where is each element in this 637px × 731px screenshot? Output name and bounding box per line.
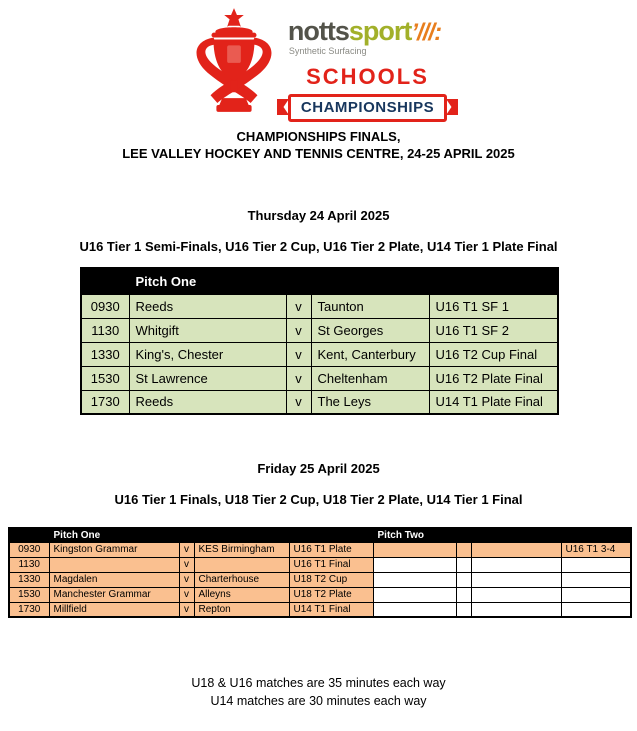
match-duration-notes xyxy=(0,674,637,710)
document-title xyxy=(0,128,637,162)
versus-label: v xyxy=(286,294,311,318)
header-comp-cell xyxy=(289,528,373,542)
pitch1-home-team: Manchester Grammar xyxy=(49,587,179,602)
table-row xyxy=(81,366,558,390)
pitch-one-header: Pitch One xyxy=(49,528,179,542)
pitch2-competition-label xyxy=(561,587,631,602)
table-row xyxy=(9,602,631,617)
home-team: King's, Chester xyxy=(129,342,286,366)
pitch1-competition-label: U14 T1 Final xyxy=(289,602,373,617)
pitch1-competition-label: U18 T2 Cup xyxy=(289,572,373,587)
table-header-row xyxy=(9,528,631,542)
brand-tagline: Synthetic Surfacing xyxy=(288,46,367,56)
versus-label: v xyxy=(179,557,194,572)
header-comp-cell xyxy=(561,528,631,542)
pitch2-competition-label xyxy=(561,572,631,587)
header-away-cell xyxy=(194,528,289,542)
pitch2-away-team xyxy=(471,602,561,617)
match-time: 1530 xyxy=(81,366,129,390)
pitch2-away-team xyxy=(471,557,561,572)
pitch-two-header: Pitch Two xyxy=(373,528,456,542)
home-team: St Lawrence xyxy=(129,366,286,390)
pitch1-away-team: Charterhouse xyxy=(194,572,289,587)
pitch1-home-team: Millfield xyxy=(49,602,179,617)
competition-label: U16 T1 SF 2 xyxy=(429,318,558,342)
away-team: St Georges xyxy=(311,318,429,342)
match-time: 1730 xyxy=(9,602,49,617)
table-row xyxy=(81,294,558,318)
table-row xyxy=(9,572,631,587)
header-time-cell xyxy=(9,528,49,542)
pitch1-away-team: Repton xyxy=(194,602,289,617)
match-time: 1730 xyxy=(81,390,129,414)
away-team: Kent, Canterbury xyxy=(311,342,429,366)
friday-subtitle: U16 Tier 1 Finals, U18 Tier 2 Cup, U18 Tier 2 Plate, U14 Tier 1 Final xyxy=(114,492,523,507)
pitch1-home-team: Kingston Grammar xyxy=(49,542,179,557)
match-time: 0930 xyxy=(81,294,129,318)
header-vs-cell xyxy=(286,268,311,294)
versus-label: v xyxy=(286,366,311,390)
away-team: Taunton xyxy=(311,294,429,318)
brand-notts: notts xyxy=(287,16,349,46)
table-row xyxy=(9,557,631,572)
thursday-schedule-table xyxy=(80,267,559,415)
table-row xyxy=(9,587,631,602)
friday-schedule-table xyxy=(8,527,632,618)
pitch1-home-team xyxy=(49,557,179,572)
pitch2-away-team xyxy=(471,542,561,557)
championships-ribbon xyxy=(288,94,447,122)
pitch1-competition-label: U16 T1 Plate xyxy=(289,542,373,557)
header-away-cell xyxy=(311,268,429,294)
pitch2-home-team xyxy=(373,572,456,587)
pitch1-away-team xyxy=(194,557,289,572)
versus-label: v xyxy=(179,572,194,587)
match-time: 1330 xyxy=(9,572,49,587)
match-time: 1130 xyxy=(81,318,129,342)
versus-label: v xyxy=(286,390,311,414)
competition-label: U16 T2 Plate Final xyxy=(429,366,558,390)
brand-sport: sport xyxy=(348,16,412,46)
away-team: The Leys xyxy=(311,390,429,414)
note-u14: U14 matches are 30 minutes each way xyxy=(210,694,427,708)
title-line-2: LEE VALLEY HOCKEY AND TENNIS CENTRE, 24-25 APRIL 2025 xyxy=(122,146,515,161)
pitch1-competition-label: U16 T1 Final xyxy=(289,557,373,572)
pitch2-away-team xyxy=(471,572,561,587)
match-time: 1130 xyxy=(9,557,49,572)
pitch2-home-team xyxy=(373,542,456,557)
pitch1-away-team: KES Birmingham xyxy=(194,542,289,557)
pitch1-competition-label: U18 T2 Plate xyxy=(289,587,373,602)
away-team: Cheltenham xyxy=(311,366,429,390)
schools-label: SCHOOLS xyxy=(306,64,429,89)
home-team: Reeds xyxy=(129,294,286,318)
pitch2-home-team xyxy=(373,557,456,572)
pitch2-home-team xyxy=(373,587,456,602)
brand-marks: ’///: xyxy=(411,19,442,46)
competition-label: U16 T2 Cup Final xyxy=(429,342,558,366)
nottssport-logo xyxy=(0,0,637,116)
pitch-one-header: Pitch One xyxy=(129,268,286,294)
table-row xyxy=(81,318,558,342)
versus-label xyxy=(456,587,471,602)
logo-text-block xyxy=(288,8,447,122)
table-header-row xyxy=(81,268,558,294)
versus-label xyxy=(456,557,471,572)
table-row xyxy=(81,342,558,366)
pitch2-competition-label xyxy=(561,557,631,572)
match-time: 0930 xyxy=(9,542,49,557)
note-u18-u16: U18 & U16 matches are 35 minutes each way xyxy=(191,676,446,690)
home-team: Reeds xyxy=(129,390,286,414)
pitch2-competition-label xyxy=(561,602,631,617)
match-time: 1530 xyxy=(9,587,49,602)
table-row xyxy=(81,390,558,414)
trophy-icon xyxy=(190,8,278,112)
competition-label: U14 T1 Plate Final xyxy=(429,390,558,414)
brand-wordmark xyxy=(288,18,447,45)
header-comp-cell xyxy=(429,268,558,294)
versus-label xyxy=(456,542,471,557)
versus-label: v xyxy=(179,587,194,602)
pitch1-away-team: Alleyns xyxy=(194,587,289,602)
friday-date-heading: Friday 25 April 2025 xyxy=(257,461,380,476)
competition-label: U16 T1 SF 1 xyxy=(429,294,558,318)
header-vs-cell xyxy=(456,528,471,542)
header-vs-cell xyxy=(179,528,194,542)
pitch2-home-team xyxy=(373,602,456,617)
versus-label xyxy=(456,602,471,617)
thursday-subtitle: U16 Tier 1 Semi-Finals, U16 Tier 2 Cup, U16 Tier 2 Plate, U14 Tier 1 Plate Final xyxy=(79,239,558,254)
home-team: Whitgift xyxy=(129,318,286,342)
pitch2-competition-label: U16 T1 3-4 xyxy=(561,542,631,557)
versus-label: v xyxy=(286,318,311,342)
championships-label: CHAMPIONSHIPS xyxy=(300,99,435,116)
pitch2-away-team xyxy=(471,587,561,602)
pitch1-home-team: Magdalen xyxy=(49,572,179,587)
title-line-1: CHAMPIONSHIPS FINALS, xyxy=(236,129,401,144)
match-time: 1330 xyxy=(81,342,129,366)
versus-label: v xyxy=(286,342,311,366)
table-row xyxy=(9,542,631,557)
versus-label xyxy=(456,572,471,587)
header-away-cell xyxy=(471,528,561,542)
versus-label: v xyxy=(179,602,194,617)
versus-label: v xyxy=(179,542,194,557)
thursday-date-heading: Thursday 24 April 2025 xyxy=(247,208,390,223)
header-time-cell xyxy=(81,268,129,294)
